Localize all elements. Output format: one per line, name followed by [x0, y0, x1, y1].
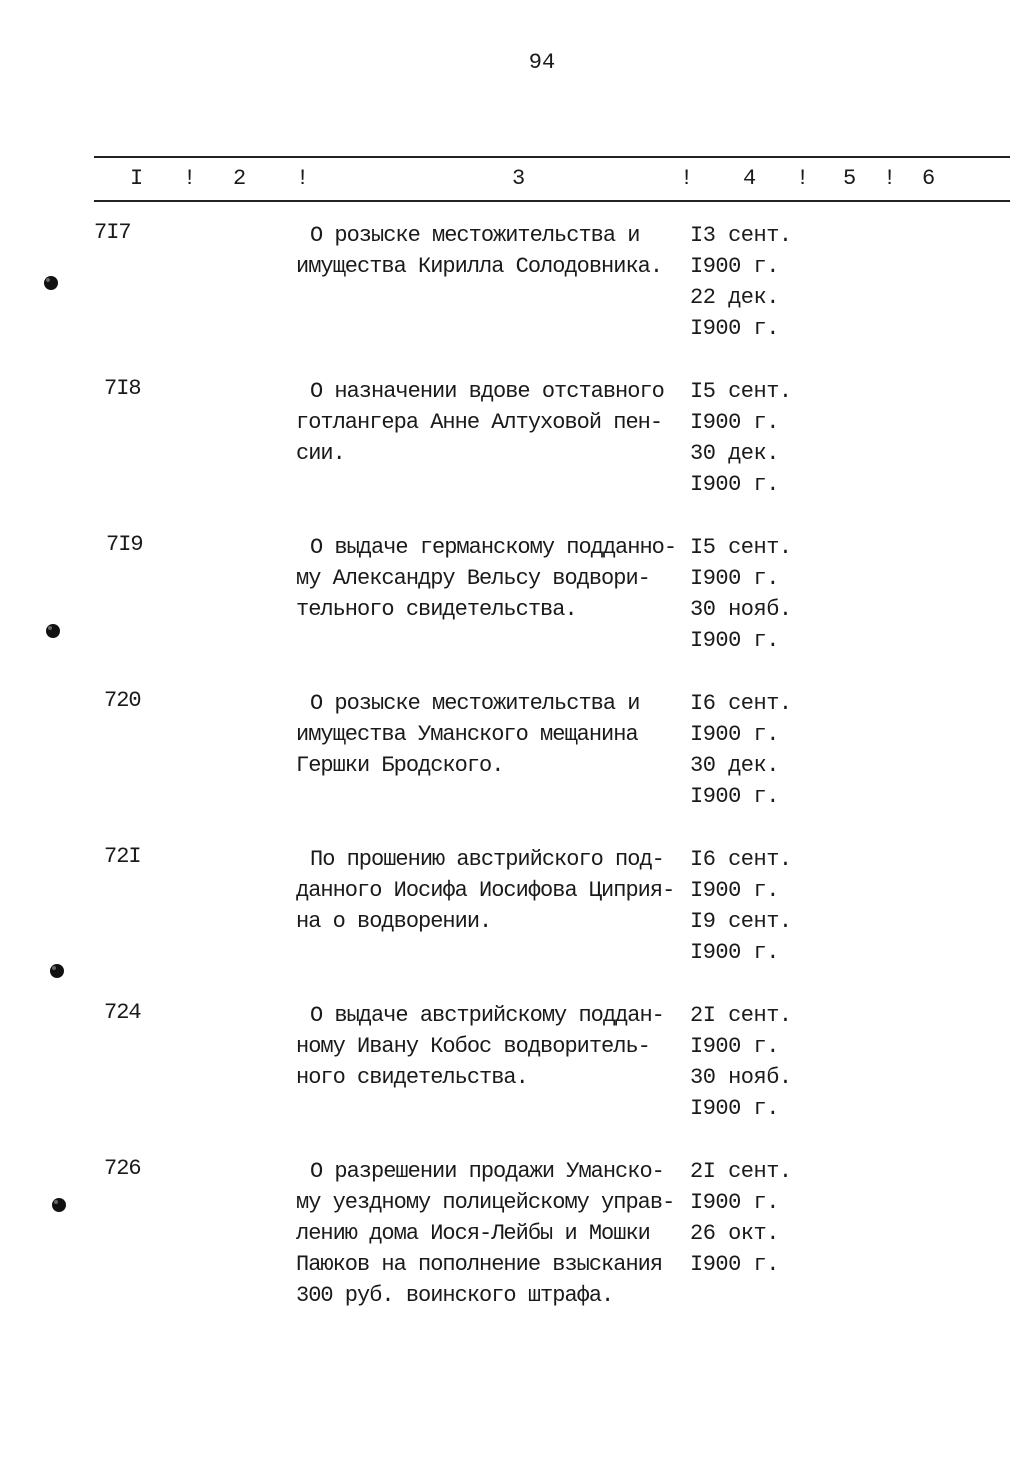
description-line: О выдаче австрийскому поддан- [310, 1003, 664, 1028]
column-separator: ! [796, 166, 810, 191]
description-line: О розыске местожительства и [310, 691, 640, 716]
punch-hole-mark [46, 624, 60, 638]
date-line: 30 нояб. [690, 597, 792, 622]
record-number: 72I [104, 844, 141, 869]
description-line: Гершки Бродского. [296, 753, 504, 778]
date-line: I900 г. [690, 410, 779, 435]
date-line: 30 дек. [690, 441, 779, 466]
punch-hole-mark [52, 1198, 66, 1212]
description-line: Паюков на пополнение взыскания [296, 1252, 663, 1277]
record-number: 7I8 [104, 376, 141, 401]
record-row [0, 220, 1024, 370]
record-row [0, 844, 1024, 994]
record-number: 7I9 [106, 532, 143, 557]
record-dates [690, 532, 830, 656]
description-line: О назначении вдове отставного [310, 379, 664, 404]
date-line: I3 сент. [690, 223, 792, 248]
date-line: I900 г. [690, 472, 779, 497]
column-header-2: 2 [233, 166, 247, 191]
description-line: ного свидетельства. [296, 1065, 528, 1090]
date-line: 30 нояб. [690, 1065, 792, 1090]
record-dates [690, 844, 830, 968]
record-description [296, 844, 688, 937]
date-line: I6 сент. [690, 847, 792, 872]
date-line: I900 г. [690, 722, 779, 747]
date-line: I900 г. [690, 566, 779, 591]
date-line: I900 г. [690, 316, 779, 341]
column-header-5: 5 [843, 166, 857, 191]
description-line: имущества Уманского мещанина [296, 722, 638, 747]
column-separator: ! [883, 166, 897, 191]
date-line: I900 г. [690, 628, 779, 653]
date-line: I900 г. [690, 940, 779, 965]
date-line: I900 г. [690, 254, 779, 279]
date-line: 26 окт. [690, 1221, 779, 1246]
date-line: I900 г. [690, 878, 779, 903]
record-description [296, 1156, 688, 1311]
record-dates [690, 376, 830, 500]
description-line: данного Иосифа Иосифова Циприя- [296, 878, 675, 903]
table-top-rule [94, 156, 1010, 158]
date-line: I6 сент. [690, 691, 792, 716]
column-header-3: 3 [512, 166, 526, 191]
record-description [296, 532, 688, 625]
column-separator: ! [183, 166, 197, 191]
date-line: I900 г. [690, 1034, 779, 1059]
description-line: О выдаче германскому подданно- [310, 535, 677, 560]
date-line: I9 сент. [690, 909, 792, 934]
date-line: 22 дек. [690, 285, 779, 310]
description-line: му Александру Вельсу водвори- [296, 566, 650, 591]
description-line: О разрешении продажи Уманско- [310, 1159, 664, 1184]
description-line: готлангера Анне Алтуховой пен- [296, 410, 663, 435]
description-line: му уездному полицейскому управ- [296, 1190, 675, 1215]
description-line: О розыске местожительства и [310, 223, 640, 248]
date-line: I900 г. [690, 1190, 779, 1215]
record-row [0, 532, 1024, 682]
column-header-6: 6 [922, 166, 936, 191]
record-dates [690, 1156, 830, 1280]
column-header-4: 4 [743, 166, 757, 191]
record-row [0, 1000, 1024, 1150]
description-line: По прошению австрийского под- [310, 847, 664, 872]
punch-hole-mark [50, 964, 64, 978]
description-line: 300 руб. воинского штрафа. [296, 1283, 614, 1308]
date-line: I900 г. [690, 1096, 779, 1121]
description-line: имущества Кирилла Солодовника. [296, 254, 663, 279]
record-row [0, 688, 1024, 838]
description-line: лению дома Иося-Лейбы и Мошки [296, 1221, 650, 1246]
table-header-rule [94, 200, 1010, 202]
date-line: I900 г. [690, 784, 779, 809]
column-separator: ! [680, 166, 694, 191]
description-line: сии. [296, 441, 345, 466]
date-line: I5 сент. [690, 535, 792, 560]
record-dates [690, 688, 830, 812]
record-description [296, 376, 688, 469]
record-row [0, 1156, 1024, 1326]
page-number: 94 [528, 50, 556, 75]
description-line: на о водворении. [296, 909, 492, 934]
record-description [296, 688, 688, 781]
record-dates [690, 220, 830, 344]
record-number: 7I7 [94, 220, 131, 245]
record-number: 720 [104, 688, 141, 713]
column-separator: ! [296, 166, 310, 191]
date-line: 2I сент. [690, 1159, 792, 1184]
column-header-1: I [130, 166, 144, 191]
date-line: 30 дек. [690, 753, 779, 778]
date-line: 2I сент. [690, 1003, 792, 1028]
record-number: 724 [104, 1000, 141, 1025]
date-line: I5 сент. [690, 379, 792, 404]
record-row [0, 376, 1024, 526]
record-description [296, 220, 688, 282]
record-description [296, 1000, 688, 1093]
date-line: I900 г. [690, 1252, 779, 1277]
record-dates [690, 1000, 830, 1124]
record-number: 726 [104, 1156, 141, 1181]
description-line: ному Ивану Кобос водворитель- [296, 1034, 650, 1059]
description-line: тельного свидетельства. [296, 597, 577, 622]
punch-hole-mark [44, 276, 58, 290]
